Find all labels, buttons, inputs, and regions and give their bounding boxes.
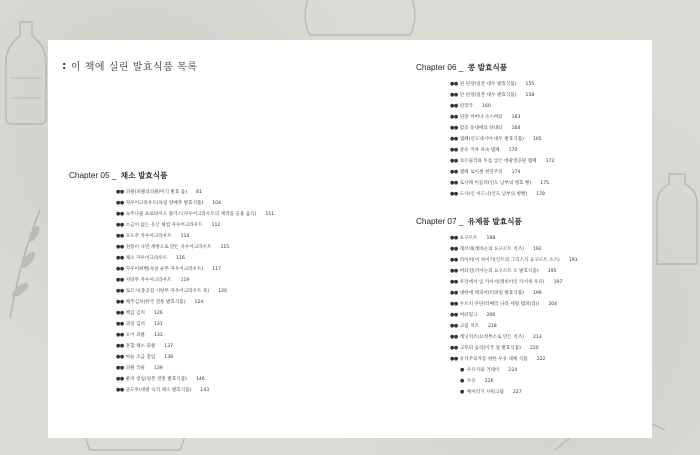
item-page-number: 197 xyxy=(553,280,563,285)
item-title: 레닛치즈(요정부소로 만든 치즈) xyxy=(459,335,524,340)
toc-item xyxy=(116,341,274,352)
toc-title xyxy=(62,58,197,73)
chapter-name: 채소 발효식품 xyxy=(120,171,168,180)
item-page-number: 224 xyxy=(508,368,518,373)
item-title: 과일 김치 xyxy=(125,322,145,327)
item-page-number: 120 xyxy=(218,289,227,294)
toc-title-text: 이 책에 실린 발효식품 목록 xyxy=(70,62,198,73)
toc-item xyxy=(116,297,274,308)
toc-item xyxy=(116,231,274,242)
item-page-number: 115 xyxy=(220,245,230,250)
item-page-number: 160 xyxy=(482,104,491,109)
item-title: 버터전(러이논의 요구르트 오 발효식품) xyxy=(459,269,539,274)
toc-item xyxy=(116,275,274,286)
toc-item xyxy=(450,244,578,255)
toc-item xyxy=(450,79,554,90)
toc-item xyxy=(450,277,578,288)
toc-item xyxy=(116,330,274,341)
item-page-number: 143 xyxy=(200,388,210,393)
item-marker: ●● xyxy=(116,288,124,294)
item-title: 마늘 소금 절임 xyxy=(125,355,156,360)
item-page-number: 192 xyxy=(532,247,542,252)
item-page-number: 222 xyxy=(536,357,546,362)
item-marker: ●● xyxy=(116,277,124,283)
item-title: 대한에 케피어(러퍼밀 발효식품) xyxy=(459,291,524,296)
title-marker: : xyxy=(62,59,67,72)
leaf-sketch-icon xyxy=(0,200,46,320)
item-page-number: 195 xyxy=(547,269,557,274)
item-title: 두르치 쿠단(티베리 다라 세밀 템퍼(리)) xyxy=(459,302,540,307)
item-title: 래브네(레바논의 요구르트 치즈) xyxy=(459,247,524,252)
item-title: 배추김치(한국 전통 발효식품) xyxy=(125,300,186,305)
item-title: 쑨지 절임(일본 전통 발효식품) xyxy=(125,377,187,382)
chapter-list xyxy=(116,187,274,396)
item-marker: ●● xyxy=(450,92,458,98)
chapter-name: 콩 발효식품 xyxy=(467,63,508,72)
item-page-number: 220 xyxy=(529,346,539,351)
toc-item xyxy=(450,310,578,321)
chapter-number: Chapter 05 _ xyxy=(69,171,117,180)
toc-subitem xyxy=(450,387,578,398)
toc-item xyxy=(116,187,274,198)
item-title: 두유 xyxy=(466,379,476,384)
item-marker: ●● xyxy=(450,191,458,197)
toc-item xyxy=(450,343,578,354)
toc-item xyxy=(116,242,274,253)
toc-item xyxy=(116,385,274,396)
toc-item xyxy=(116,352,274,363)
item-marker: ●● xyxy=(116,376,124,382)
item-title: 백김 김치 xyxy=(125,311,145,316)
item-page-number: 164 xyxy=(511,126,521,131)
item-marker: ●● xyxy=(450,279,458,285)
item-title: 사탕무 자우어크라우트 xyxy=(125,278,172,283)
bottle-sketch-icon xyxy=(2,18,50,128)
toc-item xyxy=(116,308,274,319)
item-marker: ●● xyxy=(450,268,458,274)
chapter-list xyxy=(450,79,554,200)
item-title: 템페 로이센 천연주의 xyxy=(459,170,503,175)
item-page-number: 137 xyxy=(164,344,174,349)
chapter-heading xyxy=(416,216,578,227)
item-page-number: 172 xyxy=(545,159,555,164)
item-page-number: 119 xyxy=(180,278,190,283)
item-page-number: 111 xyxy=(265,212,275,217)
item-marker: ●● xyxy=(116,211,124,217)
toc-item xyxy=(450,233,578,244)
item-title: 크무피 음리(이국 걸 발효식품) xyxy=(459,346,521,351)
item-title: 단 된장(일본 대두 발효식품) xyxy=(459,93,517,98)
toc-item xyxy=(116,220,274,231)
chapter-heading xyxy=(416,62,554,73)
item-page-number: 204 xyxy=(548,302,558,307)
chapter-06 xyxy=(416,62,554,200)
item-marker: ●● xyxy=(450,323,458,329)
item-page-number: 146 xyxy=(195,377,205,382)
item-page-number: 174 xyxy=(511,170,521,175)
item-marker: ●● xyxy=(450,334,458,340)
toc-item xyxy=(450,167,554,178)
item-marker: ●● xyxy=(450,125,458,131)
item-page-number: 126 xyxy=(153,311,163,316)
item-marker: ● xyxy=(460,367,464,373)
item-page-number: 139 xyxy=(153,366,163,371)
item-marker: ●● xyxy=(116,321,124,327)
item-page-number: 193 xyxy=(568,258,578,263)
toc-item xyxy=(450,134,554,145)
item-marker: ●● xyxy=(450,301,458,307)
toc-item xyxy=(116,264,274,275)
item-marker: ●● xyxy=(450,81,458,87)
item-page-number: 155 xyxy=(525,82,535,87)
chapter-number: Chapter 06 _ xyxy=(416,63,464,72)
item-marker: ●● xyxy=(116,255,124,261)
item-marker: ●● xyxy=(116,200,124,206)
toc-item xyxy=(116,286,274,297)
item-page-number: 170 xyxy=(508,148,518,153)
toc-item xyxy=(450,332,578,343)
item-marker: ●● xyxy=(116,365,124,371)
toc-item xyxy=(450,266,578,277)
chapter-name: 유제품 발효식품 xyxy=(467,217,522,226)
jar-sketch-icon xyxy=(655,170,699,270)
item-marker: ●● xyxy=(450,180,458,186)
item-title: 군드루(네팔 숙석 채소 발효식품) xyxy=(125,388,192,393)
item-page-number: 178 xyxy=(536,192,545,197)
item-marker: ●● xyxy=(116,343,124,349)
item-page-number: 117 xyxy=(212,267,222,272)
item-title: 소금이 없는 유산 채염 자우어크라우트 xyxy=(125,223,203,228)
item-page-number: 124 xyxy=(194,300,204,305)
toc-item xyxy=(450,112,554,123)
item-title: 버터밀크 xyxy=(459,313,478,318)
toc-item xyxy=(450,321,578,332)
item-title: 보르콜리와 두를 넣은 데광영공원 템페 xyxy=(459,159,537,164)
item-title: 자우어크라우트(독일 양배추 발효식품) xyxy=(125,201,204,206)
item-marker: ●● xyxy=(450,257,458,263)
item-marker: ●● xyxy=(450,312,458,318)
item-title: 피클(피클의피클/미식 발효 음) xyxy=(125,190,188,195)
item-marker: ●● xyxy=(116,332,124,338)
toc-item xyxy=(450,90,554,101)
item-title: 된장국 xyxy=(459,104,474,109)
item-page-number: 165 xyxy=(532,137,542,142)
item-page-number: 112 xyxy=(211,223,221,228)
item-marker: ●● xyxy=(450,158,458,164)
toc-item xyxy=(116,198,274,209)
item-page-number: 199 xyxy=(532,291,542,296)
item-title: 채소 자우어크라우트 xyxy=(125,256,168,261)
item-marker: ●● xyxy=(450,103,458,109)
item-page-number: 138 xyxy=(164,355,174,360)
item-title: 숙주나물 프로바이오 플러스(자우어크라우트의 제작을 응용 음식) xyxy=(125,212,257,217)
toc-item xyxy=(450,189,554,200)
item-title: 베어러기 사워크림 xyxy=(466,390,504,395)
item-title: 오이 피클 xyxy=(125,333,145,338)
item-marker: ●● xyxy=(450,169,458,175)
item-marker: ●● xyxy=(116,354,124,360)
item-page-number: 218 xyxy=(487,324,497,329)
item-marker: ●● xyxy=(450,114,458,120)
toc-subitem xyxy=(450,376,578,387)
item-title: 토르시(중공업 시탕무 자우어크라우트 죽) xyxy=(125,289,210,294)
toc-item xyxy=(450,354,578,365)
item-marker: ●● xyxy=(450,147,458,153)
toc-item xyxy=(116,363,274,374)
item-marker: ●● xyxy=(116,266,124,272)
item-title: 크림 치즈 xyxy=(459,324,479,329)
item-title: 자우어뤼벤(독일 순무 자우어크라우트) xyxy=(125,267,204,272)
item-title: 된 된장(일본 대두 발효식품) xyxy=(459,82,517,87)
item-title: 전통이 나만 세방으로 만든 자우어크라우트 xyxy=(125,245,212,250)
item-title: 템페(인도네시아 대두 발효식품) xyxy=(459,137,524,142)
item-title: 토사케 이들러(인도 남부의 병효 빵) xyxy=(459,181,532,186)
toc-item xyxy=(116,209,274,220)
item-marker: ●● xyxy=(450,356,458,362)
item-title: 도사(인 이드니(인도 남부의 병빵) xyxy=(459,192,528,197)
item-marker: ●● xyxy=(116,189,124,195)
chapter-number: Chapter 07 _ xyxy=(416,217,464,226)
item-page-number: 206 xyxy=(486,313,496,318)
toc-page xyxy=(48,40,652,438)
toc-item xyxy=(450,101,554,112)
item-title: 중우 국차 파속 템페 xyxy=(459,148,500,153)
item-marker: ●● xyxy=(116,310,124,316)
item-marker: ●● xyxy=(450,246,458,252)
item-page-number: 226 xyxy=(484,379,494,384)
item-title: 피클 국물 xyxy=(125,366,145,371)
toc-item xyxy=(116,319,274,330)
item-title: 라이히(이 차이키(인트의 그리스식 요구르트 소스) xyxy=(459,258,560,263)
item-marker: ●● xyxy=(450,345,458,351)
barrel-sketch-icon xyxy=(300,0,420,40)
item-marker: ●● xyxy=(450,136,458,142)
item-page-number: 158 xyxy=(525,93,535,98)
item-marker: ●● xyxy=(116,387,124,393)
item-marker: ●● xyxy=(116,299,124,305)
toc-item xyxy=(450,145,554,156)
item-page-number: 213 xyxy=(532,335,542,340)
item-marker: ●● xyxy=(450,235,458,241)
toc-item xyxy=(450,299,578,310)
chapter-list xyxy=(450,233,578,398)
item-page-number: 188 xyxy=(486,236,496,241)
toc-item xyxy=(116,374,274,385)
toc-item xyxy=(116,253,274,264)
chapter-07 xyxy=(416,216,578,398)
item-title: 유식주의자를 위한 우유 대체 식품 xyxy=(459,357,528,362)
item-page-number: 116 xyxy=(176,256,185,261)
toc-subitem xyxy=(450,365,578,376)
item-page-number: 81 xyxy=(196,190,202,195)
toc-item xyxy=(450,288,578,299)
item-marker: ●● xyxy=(116,244,124,250)
toc-item xyxy=(450,123,554,134)
toc-item xyxy=(450,178,554,189)
item-page-number: 104 xyxy=(212,201,222,206)
item-title: 감동 둥대에의 타대터 xyxy=(459,126,503,131)
item-title: 포도주 자우어크라우트 xyxy=(125,234,172,239)
item-title: 혼합 채소 피클 xyxy=(125,344,156,349)
toc-item xyxy=(450,255,578,266)
item-title: 요구르트 xyxy=(459,236,478,241)
chapter-heading xyxy=(69,170,274,181)
item-page-number: 175 xyxy=(540,181,550,186)
chapter-05 xyxy=(69,170,274,396)
item-page-number: 163 xyxy=(511,115,521,120)
toc-item xyxy=(450,156,554,167)
item-title: 우유사와 거래이 xyxy=(466,368,500,373)
item-marker: ●● xyxy=(116,222,124,228)
item-page-number: 114 xyxy=(180,234,190,239)
item-title: 된장 커버나 소스버터 xyxy=(459,115,503,120)
item-page-number: 227 xyxy=(512,390,522,395)
item-page-number: 133 xyxy=(153,333,163,338)
item-marker: ●● xyxy=(116,233,124,239)
item-marker: ● xyxy=(460,389,464,395)
item-page-number: 131 xyxy=(153,322,163,327)
item-title: 우러에서 입 카서서(레비아인 카서세 우유) xyxy=(459,280,545,285)
item-marker: ● xyxy=(460,378,464,384)
item-marker: ●● xyxy=(450,290,458,296)
